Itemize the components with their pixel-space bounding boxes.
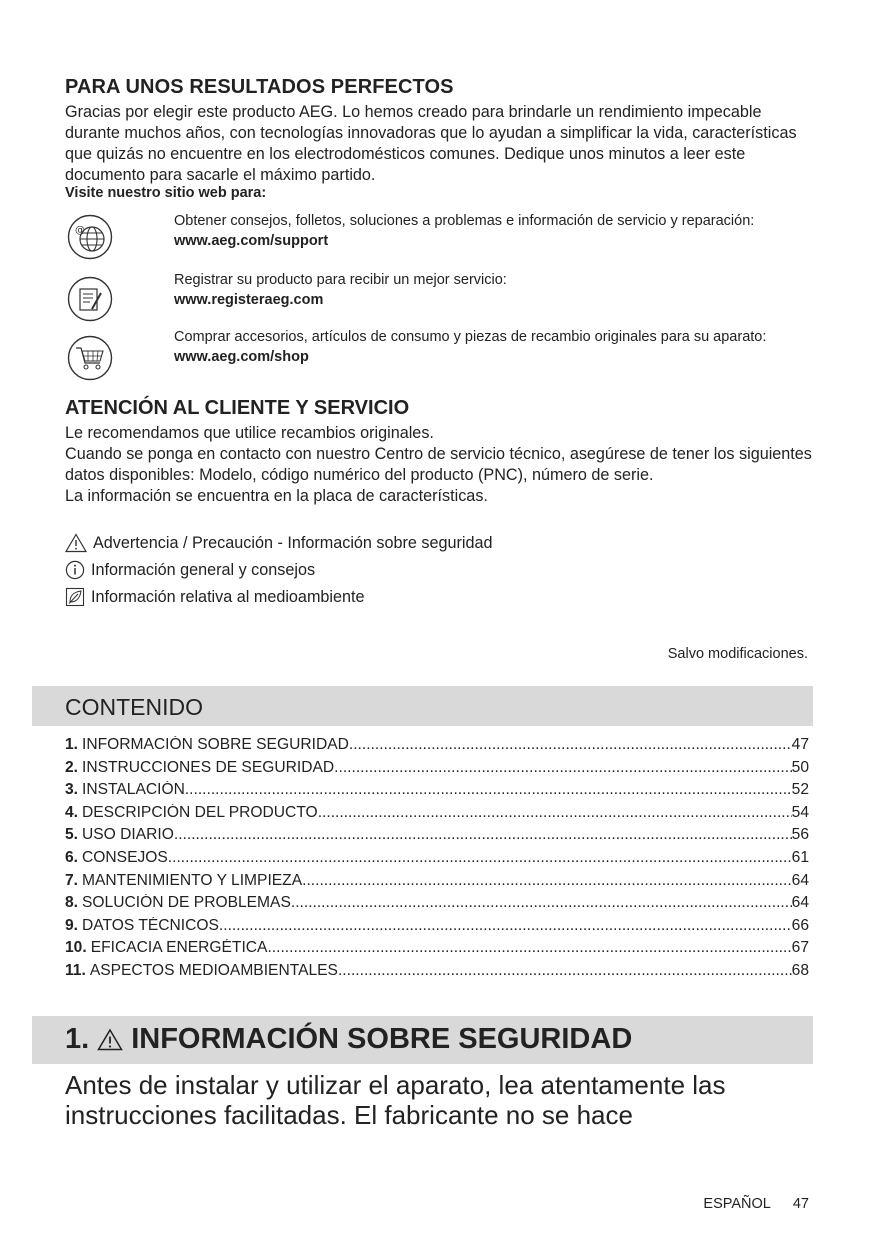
legend-info (65, 560, 315, 580)
customer-line-3: La información se encuentra en la placa de características. (65, 487, 488, 505)
customer-text (65, 423, 815, 507)
toc-leader (267, 939, 791, 957)
shopping-cart-icon (67, 335, 113, 381)
toc-number: 9. (65, 916, 79, 934)
toc-page: 47 (791, 736, 809, 753)
toc-page: 66 (791, 916, 809, 934)
results-title: PARA UNOS RESULTADOS PERFECTOS (65, 76, 454, 98)
toc-item[interactable] (65, 736, 809, 759)
toc-leader (168, 849, 792, 867)
toc-page: 61 (791, 848, 809, 866)
toc-item[interactable] (65, 894, 809, 917)
results-intro: Gracias por elegir este producto AEG. Lo hemos creado para brindarle un rendimiento impecable durante muchos años, con tecnologías innovadoras que lo ayudan a simplificar la vida, características que quizás no encuentre en los electrodomésticos comunes. Dedique unos minutos a leer este documento para sacarle el máximo partido. (65, 103, 797, 184)
service-register-text: Registrar su producto para recibir un mejor servicio: (174, 272, 507, 288)
section1-title (65, 1023, 632, 1056)
contents-title: CONTENIDO (65, 694, 203, 720)
toc-number: 8. (65, 894, 79, 912)
toc-label: CONSEJOS (82, 848, 168, 866)
toc-page: 64 (791, 871, 809, 889)
warning-icon (97, 1028, 123, 1051)
toc-item[interactable] (65, 759, 809, 782)
legend-warning (65, 533, 493, 553)
toc-number: 3. (65, 781, 79, 799)
toc-page: 50 (791, 758, 809, 776)
toc-leader (302, 872, 792, 890)
service-shop (174, 328, 804, 367)
toc-label: MANTENIMIENTO Y LIMPIEZA (82, 871, 303, 889)
toc-label: DESCRIPCIÓN DEL PRODUCTO (82, 803, 318, 821)
toc-label: SOLUCIÓN DE PROBLEMAS (82, 894, 291, 912)
footer-page-number: 47 (792, 1196, 809, 1212)
toc-page: 64 (791, 894, 809, 912)
toc-label: ASPECTOS MEDIOAMBIENTALES (89, 961, 338, 979)
toc-item[interactable] (65, 781, 809, 804)
toc-leader (291, 894, 792, 912)
toc-leader (185, 781, 792, 799)
toc-leader (338, 962, 792, 980)
toc-label: EFICACIA ENERGÉTICA (90, 939, 268, 957)
support-link[interactable]: www.aeg.com/support (174, 232, 329, 249)
toc-leader (219, 917, 792, 935)
service-shop-text: Comprar accesorios, artículos de consumo y piezas de recambio originales para su aparato: (174, 329, 767, 345)
toc-label: INSTRUCCIONES DE SEGURIDAD (82, 758, 335, 776)
customer-title: ATENCIÓN AL CLIENTE Y SERVICIO (65, 397, 410, 419)
service-support-text: Obtener consejos, folletos, soluciones a problemas e información de servicio y reparación: (174, 213, 755, 229)
legend-environment (65, 587, 365, 607)
table-of-contents (65, 736, 809, 985)
toc-item[interactable] (65, 872, 809, 895)
toc-label: USO DIARIO (82, 826, 174, 844)
toc-number: 2. (65, 758, 79, 776)
legend-info-text: Información general y consejos (91, 561, 316, 579)
section1-text: Antes de instalar y utilizar el aparato, lea atentamente las instrucciones facilitadas. El fabricante no se hace (65, 1070, 726, 1130)
toc-number: 7. (65, 871, 79, 889)
toc-leader (349, 736, 792, 754)
legend-environment-text: Información relativa al medioambiente (91, 588, 365, 606)
toc-label: INFORMACIÓN SOBRE SEGURIDAD (82, 736, 349, 753)
footer-language: ESPAÑOL (703, 1196, 771, 1212)
modification-note: Salvo modificaciones. (667, 646, 808, 662)
toc-number: 11. (65, 961, 86, 979)
leaf-icon (65, 587, 85, 607)
toc-page: 54 (791, 803, 809, 821)
toc-label: DATOS TÉCNICOS (82, 916, 219, 934)
service-support (174, 212, 804, 251)
toc-leader (174, 826, 792, 844)
shop-link[interactable]: www.aeg.com/shop (174, 348, 309, 365)
svg-text:@: @ (75, 225, 85, 236)
toc-page: 68 (791, 961, 809, 979)
info-icon (65, 560, 85, 580)
legend-warning-text: Advertencia / Precaución - Información sobre seguridad (93, 534, 493, 552)
toc-number: 1. (65, 736, 79, 753)
page-footer (703, 1196, 809, 1212)
section1-number: 1. (65, 1023, 90, 1055)
toc-leader (334, 759, 791, 777)
toc-item[interactable] (65, 849, 809, 872)
service-register (174, 271, 804, 310)
toc-item[interactable] (65, 804, 809, 827)
toc-number: 10. (65, 939, 87, 957)
customer-line-1: Le recomendamos que utilice recambios originales. (65, 424, 434, 442)
visit-label: Visite nuestro sitio web para: (65, 185, 267, 201)
toc-item[interactable] (65, 826, 809, 849)
toc-page: 56 (791, 826, 809, 844)
register-link[interactable]: www.registeraeg.com (174, 291, 324, 308)
toc-number: 5. (65, 826, 79, 844)
toc-item[interactable] (65, 917, 809, 940)
toc-label: INSTALACIÓN (82, 781, 185, 799)
register-icon (67, 276, 113, 322)
section1-heading: INFORMACIÓN SOBRE SEGURIDAD (131, 1023, 633, 1055)
toc-leader (318, 804, 792, 822)
globe-icon (67, 214, 113, 260)
toc-page: 52 (791, 781, 809, 799)
toc-page: 67 (791, 939, 809, 957)
customer-line-2: Cuando se ponga en contacto con nuestro Centro de servicio técnico, asegúrese de tener los siguientes datos disponibles: Modelo, código numérico del producto (PNC), número de serie. (65, 445, 812, 484)
toc-item[interactable] (65, 939, 809, 962)
warning-icon (65, 533, 87, 553)
toc-item[interactable] (65, 962, 809, 985)
toc-number: 4. (65, 803, 79, 821)
toc-number: 6. (65, 848, 79, 866)
